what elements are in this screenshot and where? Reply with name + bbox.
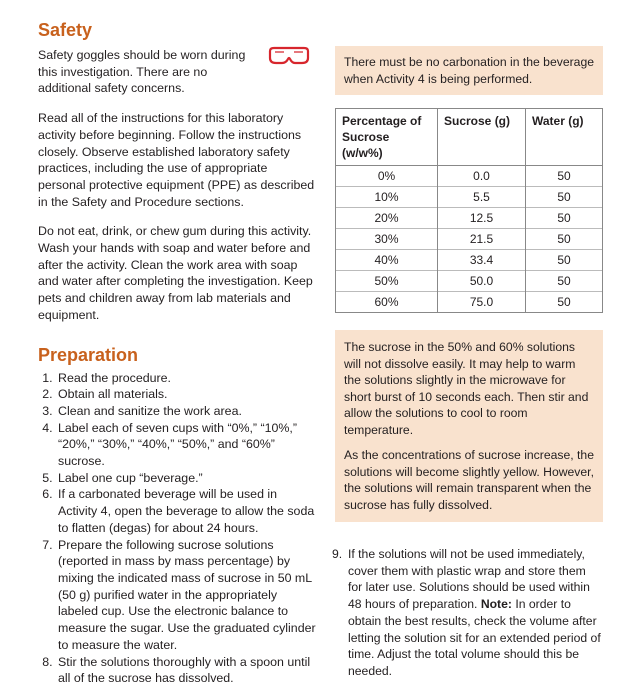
yellow-tip-text: As the concentrations of sucrose increase, the solutions will become slightly yellow. However, the solutions will remain transparent when the sucrose has fully dissolved. xyxy=(344,448,594,512)
left-column xyxy=(38,20,318,687)
cell-sucrose: 0.0 xyxy=(438,166,526,187)
cell-water: 50 xyxy=(526,292,603,313)
prep-step-3: 3. Clean and sanitize the work area. xyxy=(56,403,318,420)
cell-sucrose: 12.5 xyxy=(438,208,526,229)
preparation-heading: Preparation xyxy=(38,344,139,365)
cell-percentage: 0% xyxy=(336,166,438,187)
table-row xyxy=(336,250,603,271)
dissolve-tip-text: The sucrose in the 50% and 60% solutions will not dissolve easily. It may help to warm the solutions slightly in the microwave for short burst of 10 seconds each. Then stir and allow the solutions to cool to room temperature. xyxy=(344,340,589,437)
right-column xyxy=(332,46,603,680)
cell-percentage: 60% xyxy=(336,292,438,313)
prep-step-2: 2. Obtain all materials. xyxy=(56,386,318,403)
cell-percentage: 40% xyxy=(336,250,438,271)
safety-goggles-text: Safety goggles should be worn during this investigation. There are no additional safety concerns. xyxy=(38,48,246,96)
cell-water: 50 xyxy=(526,271,603,292)
prep-step-9 xyxy=(332,546,603,680)
cell-water: 50 xyxy=(526,187,603,208)
cell-percentage: 10% xyxy=(336,187,438,208)
step-9-number: 9. xyxy=(332,547,343,561)
sucrose-table xyxy=(335,108,603,313)
table-row xyxy=(336,166,603,187)
step-9-note-text: In order to obtain the best results, check the volume after letting the solution sit for an extended period of time. Adjust the total volume should this be needed. xyxy=(348,597,601,678)
cell-percentage: 30% xyxy=(336,229,438,250)
cell-sucrose: 33.4 xyxy=(438,250,526,271)
cell-sucrose: 75.0 xyxy=(438,292,526,313)
cell-water: 50 xyxy=(526,250,603,271)
header-percentage: Percentage of Sucrose (w/w%) xyxy=(336,109,438,166)
cell-sucrose: 5.5 xyxy=(438,187,526,208)
prep-step-6: 6. If a carbonated beverage will be used in Activity 4, open the beverage to allow the soda to flatten (degas) for about 24 hours. xyxy=(56,486,318,536)
table-row xyxy=(336,187,603,208)
prep-step-1: 1. Read the procedure. xyxy=(56,370,318,387)
safety-intro xyxy=(38,47,318,97)
cell-sucrose: 50.0 xyxy=(438,271,526,292)
cell-sucrose: 21.5 xyxy=(438,229,526,250)
prep-step-5: 5. Label one cup “beverage.” xyxy=(56,470,318,487)
header-sucrose: Sucrose (g) xyxy=(438,109,526,166)
cell-percentage: 50% xyxy=(336,271,438,292)
prep-step-7: 7. Prepare the following sucrose solutions (reported in mass by mass percentage) by mixing the indicated mass of sucrose in 50 mL (50 g) purified water in the appropriately labeled cup. Use the electronic balance to measure the sugar. Use the graduated cylinder to measure the water. xyxy=(56,537,318,654)
cell-percentage: 20% xyxy=(336,208,438,229)
prep-step-8: 8. Stir the solutions thoroughly with a spoon until all of the sucrose has dissolved. xyxy=(56,654,318,687)
step-9-note-label: Note: xyxy=(480,597,512,612)
prep-step-4: 4. Label each of seven cups with “0%,” “10%,” “20%,” “30%,” “40%,” “50%,” and “60%” sucrose. xyxy=(56,420,318,470)
carbonation-callout: There must be no carbonation in the beverage when Activity 4 is being performed. xyxy=(335,46,603,95)
preparation-steps xyxy=(38,370,318,687)
table-row xyxy=(336,208,603,229)
table-row xyxy=(336,229,603,250)
safety-hygiene-text: Do not eat, drink, or chew gum during this activity. Wash your hands with soap and water before and after the activity. Clean the work area with soap and water after completing the investigation. Keep pets and children away from lab materials and equipment. xyxy=(38,224,313,322)
table-header-row xyxy=(336,109,603,166)
header-water: Water (g) xyxy=(526,109,603,166)
step-9-text: If the solutions will not be used immediately, cover them with plastic wrap and store them for later use. Solutions should be used within 48 hours of preparation. xyxy=(348,547,590,612)
safety-instructions-text: Read all of the instructions for this laboratory activity before beginning. Follow the instructions closely. Observe established laboratory safety practices, including the use of appropriate personal protective equipment (PPE) as described in the Safety and Procedure sections. xyxy=(38,111,315,209)
cell-water: 50 xyxy=(526,208,603,229)
safety-heading: Safety xyxy=(38,20,93,40)
cell-water: 50 xyxy=(526,166,603,187)
cell-water: 50 xyxy=(526,229,603,250)
table-row xyxy=(336,271,603,292)
safety-goggles-icon xyxy=(268,45,310,67)
solution-tips-callout xyxy=(335,330,603,522)
table-row xyxy=(336,292,603,313)
